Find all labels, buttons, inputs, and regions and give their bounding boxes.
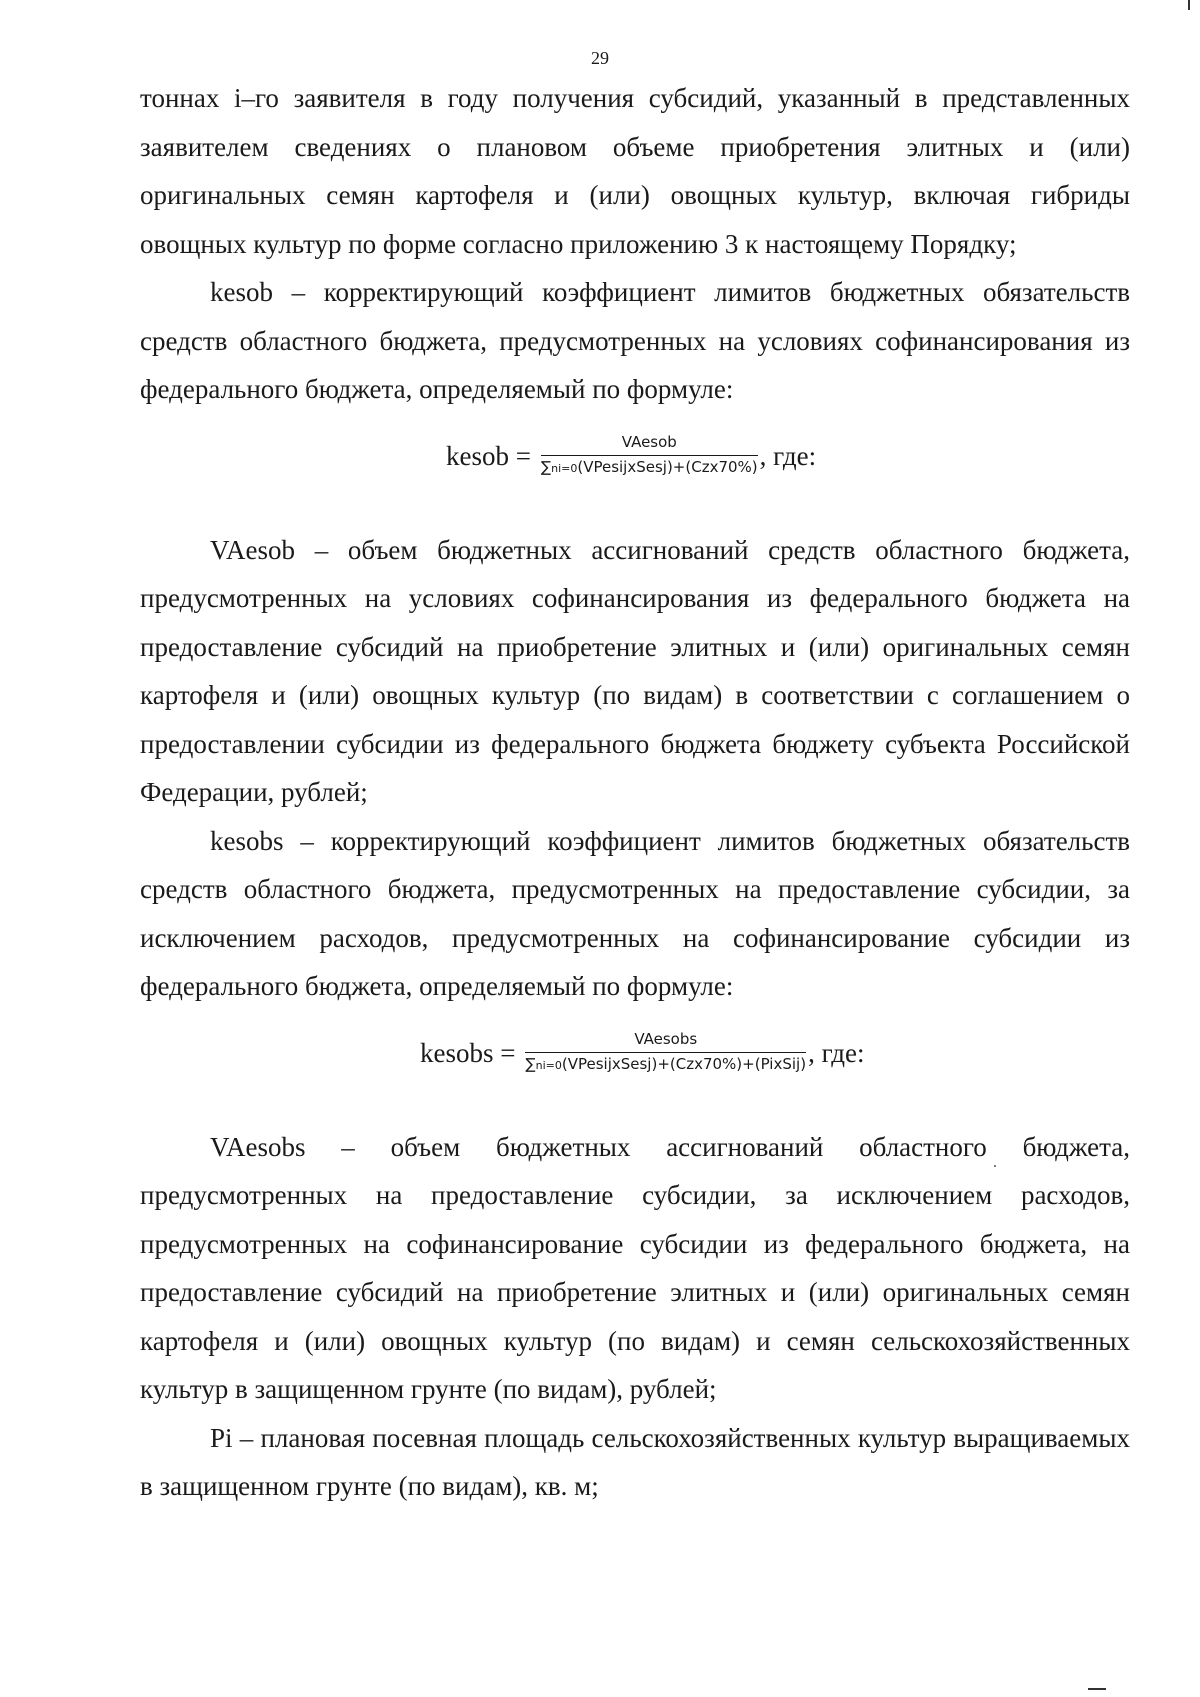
formula-denominator (525, 1053, 806, 1075)
formula-denominator (541, 456, 758, 478)
document-body (140, 74, 1130, 1511)
formula-lhs: kesobs = (420, 1037, 516, 1068)
sum-symbol: ∑ (540, 458, 552, 477)
formula-numerator: VAesobs (525, 1030, 806, 1053)
page-number: 29 (591, 48, 609, 68)
formula-tail: , где: (808, 1037, 865, 1068)
denominator-terms: (VPesijxSesj)+(Czx70%)+(PixSij) (561, 1055, 807, 1074)
scan-speck (994, 1165, 996, 1167)
scan-edge-mark (1188, 0, 1190, 10)
sum-upper-limit: n (551, 462, 559, 476)
sum-upper-limit: n (535, 1059, 543, 1073)
paragraph-kesobs-definition: kesobs – корректирующий коэффициент лимитов бюджетных обязательств средств областного бюджета, предусмотренных на предоставление субсидии, за исключением расходов, предусмотренных на софинансирование субсидии из федерального бюджета, определяемый по формуле: (140, 825, 1130, 1001)
scan-edge-mark (1088, 1688, 1106, 1690)
sum-lower-limit: i=0 (558, 462, 578, 476)
formula-lhs: kesob = (446, 440, 531, 471)
sum-lower-limit: i=0 (542, 1059, 562, 1073)
formula-fraction (525, 1030, 806, 1075)
paragraph-pi-definition: Pi – плановая посевная площадь сельскохозяйственных культур выращиваемых в защищенном грунте (по видам), кв. м; (140, 1422, 1130, 1501)
paragraph-vaesobs-definition: VAesobs – объем бюджетных ассигнований областного бюджета, предусмотренных на предоставление субсидии, за исключением расходов, предусмотренных на софинансирование субсидии из федерального бюджета, на предоставление субсидий на приобретение элитных и (или) оригинальных семян картофеля и (или) овощных культур (по видам) и семян сельскохозяйственных культур в защищенном грунте (по видам), рублей; (140, 1131, 1130, 1404)
formula-tail: , где: (759, 440, 817, 471)
paragraph-vaesob-definition: VAesob – объем бюджетных ассигнований средств областного бюджета, предусмотренных на условиях софинансирования из федерального бюджета на предоставление субсидий на приобретение элитных и (или) оригинальных семян картофеля и (или) овощных культур (по видам) в соответствии с соглашением о предоставлении субсидии из федерального бюджета бюджету субъекта Российской Федерации, рублей; (140, 534, 1130, 807)
sum-symbol: ∑ (525, 1055, 536, 1074)
denominator-terms: (VPesijxSesj)+(Czx70%) (577, 458, 758, 477)
formula-kesobs (140, 1011, 1130, 1123)
paragraph-kesob-definition: kesob – корректирующий коэффициент лимитов бюджетных обязательств средств областного бюджета, предусмотренных на условиях софинансирования из федерального бюджета, определяемый по формуле: (140, 277, 1130, 404)
formula-fraction (541, 433, 758, 478)
formula-numerator: VAesob (541, 433, 758, 456)
paragraph-continuation: тоннах i–го заявителя в году получения субсидий, указанный в представленных заявителем сведениях о плановом объеме приобретения элитных и (или) оригинальных семян картофеля и (или) овощных культур, включая гибриды овощных культур по форме согласно приложению 3 к настоящему Порядку; (140, 83, 1130, 259)
formula-kesob (140, 414, 1130, 526)
